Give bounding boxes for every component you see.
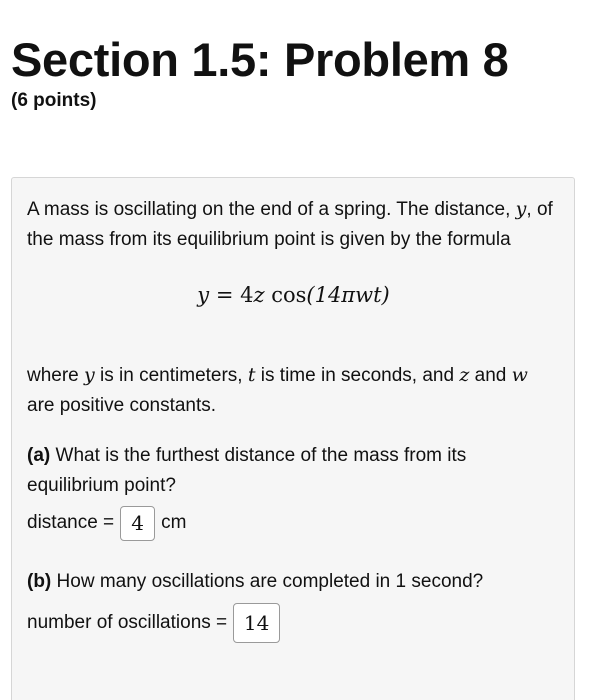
- var-y: y: [515, 198, 527, 220]
- part-b-label: (b): [27, 571, 52, 592]
- part-a-text: What is the furthest distance of the mass from its equilibrium point?: [27, 445, 467, 496]
- part-b-answer-row: [27, 603, 560, 643]
- distance-label: distance =: [27, 512, 115, 533]
- where-1: where: [27, 365, 85, 386]
- points-label: (6 points): [11, 90, 97, 111]
- where-y: y: [84, 364, 95, 386]
- distance-answer-field[interactable]: 4: [120, 506, 155, 541]
- distance-unit: cm: [161, 512, 187, 533]
- where-4: and: [469, 365, 512, 386]
- formula: [27, 280, 560, 310]
- formula-lhs: y: [197, 283, 210, 307]
- where-3: is time in seconds, and: [255, 365, 460, 386]
- problem-intro: [27, 194, 560, 255]
- part-b-question: [27, 567, 560, 597]
- where-text: [27, 360, 560, 421]
- intro-text-2: , of the mass from its equilibrium point is given by the formula: [27, 199, 553, 250]
- formula-z: z: [253, 283, 265, 307]
- part-a-answer-row: [27, 505, 560, 541]
- problem-card: [11, 177, 575, 700]
- part-a-label: (a): [27, 445, 51, 466]
- where-w: w: [511, 364, 528, 386]
- formula-arg: (14πwt): [306, 283, 390, 307]
- where-z: z: [459, 364, 470, 386]
- where-5: are positive constants.: [27, 395, 217, 416]
- where-2: is in centimeters,: [94, 365, 248, 386]
- where-t: t: [247, 364, 256, 386]
- intro-text-1: A mass is oscillating on the end of a spring. The distance,: [27, 199, 516, 220]
- oscillations-label: number of oscillations =: [27, 612, 228, 633]
- formula-cos: cos: [264, 283, 307, 307]
- part-b-text: How many oscillations are completed in 1 second?: [51, 571, 484, 592]
- formula-eq: = 4: [209, 283, 254, 307]
- oscillations-answer-field[interactable]: 14: [233, 603, 280, 643]
- part-a-question: [27, 441, 560, 501]
- page-title: Section 1.5: Problem 8: [11, 33, 509, 86]
